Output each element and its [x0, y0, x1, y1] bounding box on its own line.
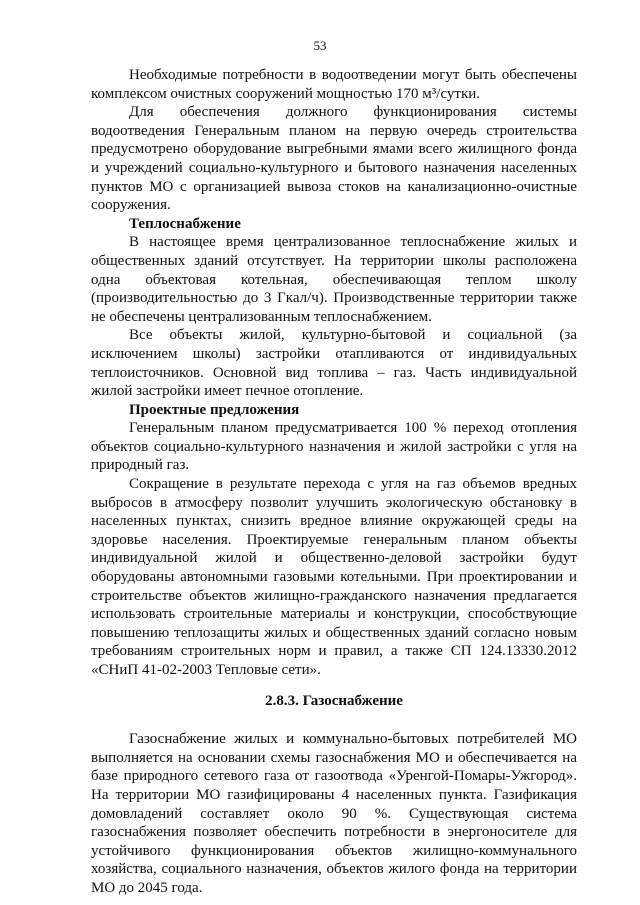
paragraph-heat-sources: Все объекты жилой, культурно-бытовой и социальной (за исключением школы) застройки отапливаются от индивидуальных теплоисточников. Основной вид топлива – газ. Часть индивидуальной жилой застройки имеет печное отопление. — [91, 327, 577, 400]
heading-heat-supply: Теплоснабжение — [129, 215, 241, 232]
paragraph-gas-supply: Газоснабжение жилых и коммунально-бытовых потребителей МО выполняется на основании схемы газоснабжения МО и обеспечивается на базе природного сетевого газа от газоотвода «Уренгой-Помары-Ужгород». На территории МО газифицированы 4 населенных пункта. Газификация домовладений составляет около 90 %. Существующая система газоснабжения позволяет обеспечить потребности в энергоносителе для устойчивого функционирования объектов жилищно-коммунального хозяйства, социального назначения, объектов жилого фонда на территории МО до 2045 года. — [91, 731, 577, 896]
heading-gas-supply: 2.8.3. Газоснабжение — [265, 692, 403, 709]
document-body — [91, 66, 577, 898]
paragraph-heat-transition: Генеральным планом предусматривается 100 % переход отопления объектов социально-культурного назначения и жилой застройки с угля на природный газ. — [91, 420, 577, 474]
paragraph-heat-current: В настоящее время централизованное теплоснабжение жилых и общественных зданий отсутствует. На территории школы расположена одна объектовая котельная, обеспечивающая теплом школу (производительностью до 3 Гкал/ч). Производственные территории также не обеспечены централизованным теплоснабжением. — [91, 234, 577, 325]
heading-project-proposals: Проектные предложения — [129, 401, 300, 418]
paragraph-wastewater-plan: Для обеспечения должного функционирования системы водоотведения Генеральным планом на первую очередь строительства предусмотрено оборудование выгребными ямами всего жилищного фонда и учреждений социально-культурного и бытового назначения населенных пунктов МО с организацией вывоза стоков на канализационно-очистные сооружения. — [91, 104, 577, 214]
paragraph-emissions: Сокращение в результате перехода с угля на газ объемов вредных выбросов в атмосферу позволит улучшить экологическую обстановку в населенных пунктах, снизить вредное влияние окружающей среды на здоровье населения. Проектируемые генеральным планом объекты индивидуальной жилой и общественно-деловой застройки будут оборудованы автономными газовыми котельными. При проектировании и строительстве объектов жилищно-гражданского назначения предлагается использовать строительные материалы и конструкции, способствующие повышению теплозащиты жилых и общественных зданий согласно новым требованиям строительных норм и правил, а также СП 124.13330.2012 «СНиП 41-02-2003 Тепловые сети». — [91, 476, 577, 678]
paragraph-wastewater-capacity: Необходимые потребности в водоотведении могут быть обеспечены комплексом очистных сооружений мощностью 170 м³/сутки. — [91, 67, 577, 102]
page-number: 53 — [313, 38, 327, 53]
